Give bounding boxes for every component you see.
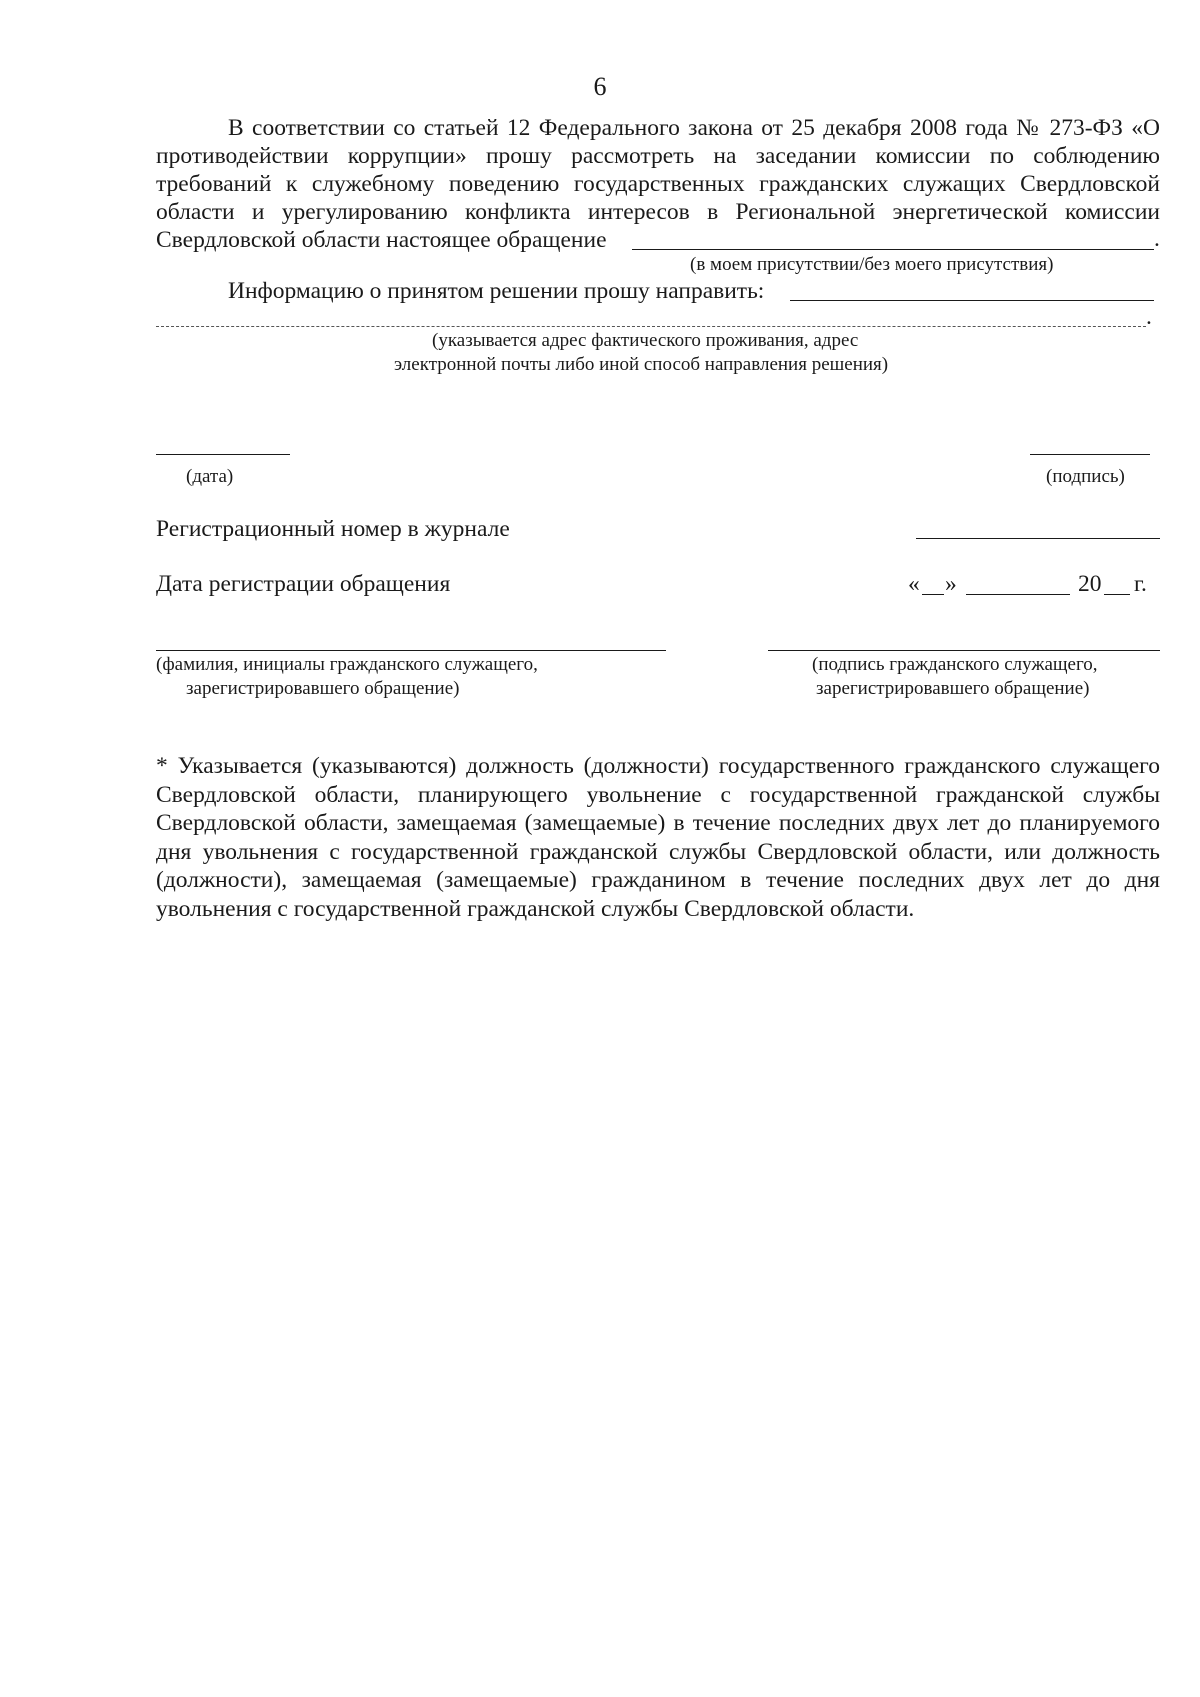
official-sign-blank-line <box>768 650 1160 651</box>
signature-label: (подпись) <box>1046 466 1125 487</box>
official-name-blank-line <box>156 650 666 651</box>
presence-blank-line <box>632 249 1154 250</box>
request-paragraph <box>156 114 1160 254</box>
request-text: В соответствии со статьей 12 Федерального закона от 25 декабря 2008 года № 273-ФЗ «О противодействии коррупции» прошу рассмотреть на заседании комиссии по соблюдению требований к служебному поведению государственных гражданских служащих Свердловской области и урегулированию конфликта интересов в Региональной энергетической комиссии Свердловской области настоящее обращение <box>156 115 1160 253</box>
official-name-hint-1: (фамилия, инициалы гражданского служащего, <box>156 654 538 675</box>
footnote: * Указывается (указываются) должность (должности) государственного гражданского служащего Свердловской области, планирующего увольнение с государственной гражданской службы Свердловской области, замещаемая (замещаемые) в течение последних двух лет до планируемого дня увольнения с государственной гражданской службы Свердловской области, или должность (должности), замещаемая (замещаемые) гражданином в течение последних двух лет до дня увольнения с государственной гражданской службы Свердловской области. <box>156 753 1160 922</box>
official-sign-hint-2: зарегистрировавшего обращение) <box>816 678 1090 699</box>
date-label: (дата) <box>186 466 234 487</box>
address-hint-2: электронной почты либо иной способ направления решения) <box>394 354 889 375</box>
official-sign-hint-1: (подпись гражданского служащего, <box>812 654 1098 675</box>
reg-year-blank-line <box>1104 594 1130 595</box>
info-blank-line <box>790 300 1154 301</box>
reg-date-label: Дата регистрации обращения <box>156 571 451 597</box>
presence-hint: (в моем присутствии/без моего присутствия) <box>690 254 1054 275</box>
reg-number-blank-line <box>916 538 1160 539</box>
address-blank-period: . <box>1146 304 1152 330</box>
address-blank-line <box>156 326 1146 327</box>
address-hint-1: (указывается адрес фактического проживания, адрес <box>432 330 859 351</box>
signature-blank-line <box>1030 454 1150 455</box>
reg-year-prefix: 20 <box>1078 571 1102 597</box>
page-number: 6 <box>593 72 607 101</box>
date-blank-line <box>156 454 290 455</box>
reg-date-close-quote: » <box>945 571 957 597</box>
reg-date-open-quote: « <box>908 571 920 597</box>
official-name-hint-2: зарегистрировавшего обращение) <box>186 678 460 699</box>
info-line-label: Информацию о принятом решении прошу направить: <box>228 278 765 304</box>
reg-month-blank-line <box>966 594 1070 595</box>
presence-blank-period: . <box>1154 226 1160 252</box>
reg-day-blank-line <box>922 594 944 595</box>
reg-year-suffix: г. <box>1134 571 1147 597</box>
reg-number-label: Регистрационный номер в журнале <box>156 516 510 542</box>
